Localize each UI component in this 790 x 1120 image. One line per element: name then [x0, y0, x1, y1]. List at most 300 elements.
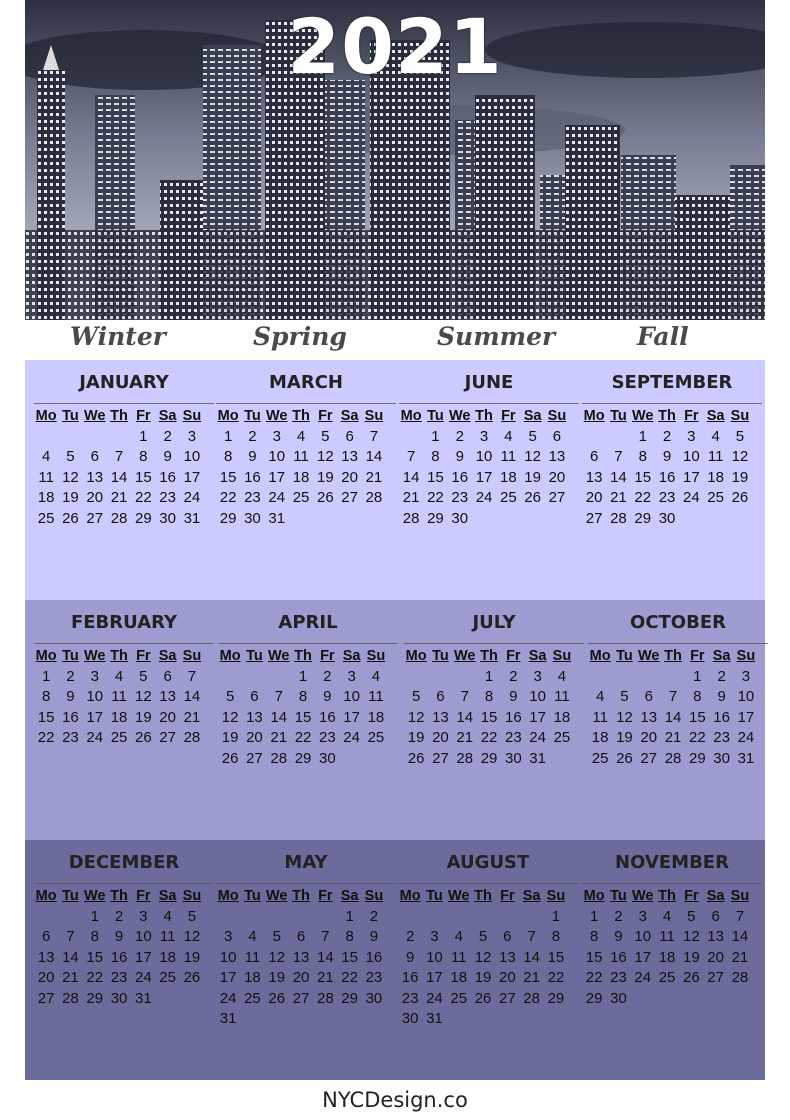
month-divider — [588, 643, 768, 644]
month-march — [216, 372, 396, 529]
day-number: 7 — [527, 928, 536, 946]
day-number: 31 — [219, 1009, 237, 1027]
month-divider — [34, 403, 214, 404]
weekday-label: Mo — [405, 648, 427, 664]
day-number: 2 — [66, 668, 75, 685]
month-divider — [582, 883, 762, 884]
empty-cell — [313, 907, 337, 927]
weekday-label: Th — [294, 648, 312, 664]
day-number: 2 — [509, 668, 518, 685]
day-number: 27 — [432, 749, 449, 767]
day-number: 1 — [139, 428, 148, 445]
day-number: 23 — [110, 969, 128, 987]
weekday-label: Fr — [690, 648, 705, 664]
day-number: 26 — [268, 989, 286, 1007]
day-number: 29 — [547, 989, 565, 1007]
weekday-label: Su — [730, 888, 750, 904]
day-number: 28 — [664, 749, 682, 767]
day-number: 29 — [585, 989, 603, 1007]
day-number: 6 — [503, 928, 512, 946]
day-number: 14 — [456, 708, 474, 726]
weekday-label: Tu — [246, 648, 263, 664]
day-number: 6 — [711, 908, 720, 925]
weekday-label: Mo — [35, 888, 57, 904]
day-number: 17 — [343, 708, 360, 726]
day-grid — [582, 907, 762, 1009]
day-number: 3 — [533, 668, 542, 685]
day-number: 26 — [316, 489, 334, 507]
day-number: 30 — [318, 749, 336, 767]
day-number: 30 — [658, 509, 676, 527]
season-label: Summer — [437, 322, 556, 351]
day-number: 5 — [687, 908, 696, 925]
month-may — [216, 852, 396, 1029]
empty-cell — [661, 667, 685, 687]
day-number: 31 — [183, 509, 201, 527]
empty-cell — [495, 907, 519, 927]
day-number: 18 — [658, 948, 676, 966]
day-number: 25 — [591, 749, 609, 767]
day-number: 17 — [634, 948, 652, 966]
day-number: 27 — [640, 749, 658, 767]
day-number: 19 — [524, 468, 541, 486]
weekday-label: Sa — [522, 888, 541, 904]
day-number: 16 — [62, 708, 79, 726]
day-number: 11 — [368, 688, 384, 706]
day-number: 24 — [219, 989, 237, 1007]
day-number: 18 — [292, 468, 310, 486]
day-number: 29 — [219, 509, 237, 527]
day-number: 17 — [426, 969, 443, 987]
weekday-header — [218, 647, 398, 665]
day-number: 21 — [183, 708, 201, 726]
day-number: 15 — [134, 468, 152, 486]
day-grid — [404, 667, 584, 769]
month-name: JULY — [472, 612, 516, 633]
day-number: 20 — [37, 969, 55, 987]
day-number: 11 — [450, 948, 467, 966]
day-number: 29 — [480, 749, 498, 767]
day-number: 29 — [427, 509, 444, 527]
weekday-label: Tu — [62, 648, 79, 664]
weekday-label: Th — [110, 408, 128, 424]
day-number: 6 — [436, 688, 445, 706]
day-number: 16 — [365, 948, 383, 966]
day-number: 25 — [707, 489, 724, 507]
day-number: 30 — [504, 749, 522, 767]
day-number: 22 — [585, 969, 603, 987]
day-number: 18 — [707, 468, 724, 486]
day-number: 3 — [272, 428, 281, 445]
month-divider — [398, 883, 578, 884]
day-number: 16 — [318, 708, 336, 726]
weekday-label: Fr — [684, 888, 699, 904]
day-number: 14 — [270, 708, 288, 726]
day-number: 28 — [523, 989, 540, 1007]
day-number: 10 — [86, 688, 104, 706]
empty-cell — [453, 667, 477, 687]
day-number: 8 — [345, 928, 354, 946]
day-number: 24 — [737, 729, 755, 747]
day-number: 11 — [111, 688, 127, 706]
empty-cell — [34, 907, 58, 927]
day-number: 21 — [664, 729, 682, 747]
season-labels — [25, 320, 765, 360]
day-number: 30 — [401, 1009, 419, 1027]
day-number: 26 — [134, 729, 152, 747]
day-number: 8 — [223, 448, 233, 466]
day-number: 10 — [475, 448, 493, 466]
weekday-header — [398, 887, 578, 905]
weekday-label: Tu — [244, 408, 261, 424]
weekday-label: Mo — [217, 888, 239, 904]
day-number: 2 — [455, 428, 464, 445]
day-number: 28 — [316, 989, 334, 1007]
day-number: 12 — [183, 928, 201, 946]
month-divider — [218, 643, 398, 644]
day-number: 3 — [139, 908, 148, 925]
day-number: 14 — [365, 448, 383, 466]
month-name: APRIL — [278, 612, 338, 633]
day-number: 18 — [499, 468, 517, 486]
empty-cell — [289, 907, 313, 927]
day-number: 9 — [405, 948, 415, 966]
day-number: 24 — [86, 729, 104, 747]
day-number: 1 — [551, 908, 561, 925]
empty-cell — [606, 427, 630, 447]
day-number: 27 — [341, 489, 358, 507]
day-number: 26 — [407, 749, 425, 767]
day-number: 27 — [548, 489, 566, 507]
day-number: 22 — [634, 489, 652, 507]
month-divider — [216, 403, 396, 404]
day-number: 6 — [90, 448, 99, 466]
day-number: 20 — [498, 969, 516, 987]
day-number: 17 — [86, 708, 104, 726]
weekday-label: We — [83, 408, 106, 424]
day-number: 20 — [432, 729, 449, 747]
day-number: 3 — [223, 928, 233, 946]
day-number: 12 — [474, 948, 492, 966]
weekday-label: Su — [182, 888, 202, 904]
weekday-label: Fr — [320, 648, 335, 664]
weekday-label: Tu — [244, 888, 261, 904]
day-number: 21 — [110, 489, 128, 507]
day-number: 22 — [37, 729, 55, 747]
day-number: 15 — [341, 948, 358, 966]
day-number: 13 — [707, 928, 724, 946]
day-number: 8 — [638, 448, 647, 466]
day-number: 3 — [741, 668, 751, 685]
month-name: AUGUST — [446, 852, 530, 873]
day-number: 18 — [367, 708, 385, 726]
day-number: 26 — [221, 749, 239, 767]
day-number: 22 — [480, 729, 498, 747]
day-number: 12 — [616, 708, 633, 726]
day-number: 28 — [731, 969, 749, 987]
day-number: 3 — [479, 428, 489, 445]
day-number: 28 — [402, 509, 420, 527]
weekday-label: Su — [730, 408, 750, 424]
empty-cell — [83, 427, 107, 447]
weekday-label: Tu — [616, 648, 633, 664]
day-number: 19 — [221, 729, 239, 747]
day-number: 23 — [658, 489, 676, 507]
day-number: 25 — [37, 509, 55, 527]
day-number: 2 — [248, 428, 257, 445]
day-number: 29 — [634, 509, 652, 527]
day-number: 16 — [244, 468, 261, 486]
day-number: 5 — [187, 908, 197, 925]
weekday-label: Fr — [318, 888, 333, 904]
weekday-label: Fr — [501, 408, 516, 424]
day-number: 5 — [321, 428, 330, 445]
day-number: 22 — [219, 489, 237, 507]
day-number: 3 — [187, 428, 197, 445]
day-number: 7 — [187, 668, 197, 685]
day-number: 12 — [62, 468, 79, 486]
day-number: 4 — [711, 428, 720, 445]
weekday-header — [216, 407, 396, 425]
day-number: 14 — [402, 468, 420, 486]
day-grid — [398, 907, 578, 1029]
day-number: 8 — [41, 688, 51, 706]
weekday-label: Fr — [318, 408, 333, 424]
footer-credit: NYCDesign.co — [322, 1088, 468, 1112]
day-number: 29 — [294, 749, 312, 767]
day-number: 1 — [41, 668, 51, 685]
day-number: 5 — [272, 928, 281, 946]
empty-cell — [404, 667, 428, 687]
day-number: 2 — [717, 668, 726, 685]
day-number: 4 — [504, 428, 513, 445]
day-number: 23 — [610, 969, 627, 987]
day-number: 15 — [688, 708, 706, 726]
weekday-label: We — [267, 648, 290, 664]
day-number: 1 — [90, 908, 99, 925]
day-number: 26 — [183, 969, 201, 987]
day-number: 9 — [614, 928, 623, 946]
weekday-label: Sa — [523, 408, 542, 424]
day-number: 17 — [529, 708, 546, 726]
day-number: 22 — [134, 489, 152, 507]
month-divider — [34, 883, 214, 884]
day-number: 25 — [110, 729, 128, 747]
day-number: 18 — [159, 948, 176, 966]
day-number: 23 — [365, 969, 383, 987]
month-september — [582, 372, 762, 529]
day-number: 6 — [552, 428, 562, 445]
day-number: 10 — [343, 688, 360, 706]
weekday-label: Fr — [136, 648, 151, 664]
day-number: 21 — [731, 948, 749, 966]
weekday-label: Sa — [158, 648, 177, 664]
day-number: 5 — [620, 688, 629, 706]
day-number: 6 — [296, 928, 306, 946]
month-august — [398, 852, 578, 1029]
day-number: 4 — [371, 668, 381, 685]
day-number: 4 — [248, 928, 257, 946]
weekday-label: Mo — [589, 648, 611, 664]
day-number: 1 — [589, 908, 599, 925]
weekday-label: We — [448, 408, 471, 424]
month-april — [218, 612, 398, 769]
day-number: 18 — [553, 708, 571, 726]
weekday-label: Sa — [340, 888, 359, 904]
weekday-label: Mo — [583, 888, 605, 904]
weekday-label: Fr — [136, 408, 151, 424]
day-number: 30 — [365, 989, 383, 1007]
day-number: 23 — [401, 989, 419, 1007]
day-number: 7 — [66, 928, 75, 946]
day-number: 18 — [110, 708, 128, 726]
day-number: 28 — [110, 509, 128, 527]
season-label: Spring — [253, 322, 347, 351]
month-name: MAY — [284, 852, 328, 873]
day-number: 9 — [662, 448, 672, 466]
day-number: 10 — [134, 928, 152, 946]
day-number: 21 — [402, 489, 420, 507]
day-number: 4 — [595, 688, 605, 706]
day-number: 23 — [159, 489, 176, 507]
day-number: 20 — [292, 969, 310, 987]
day-number: 22 — [294, 729, 312, 747]
day-number: 14 — [62, 948, 79, 966]
day-number: 5 — [528, 428, 537, 445]
day-number: 26 — [62, 509, 79, 527]
empty-cell — [612, 667, 636, 687]
day-number: 14 — [110, 468, 128, 486]
weekday-label: Sa — [158, 888, 177, 904]
weekday-label: Tu — [62, 888, 79, 904]
day-number: 28 — [610, 509, 627, 527]
day-number: 28 — [270, 749, 288, 767]
day-number: 16 — [159, 468, 176, 486]
weekday-label: Th — [658, 888, 676, 904]
weekday-label: Fr — [500, 888, 515, 904]
day-number: 26 — [616, 749, 633, 767]
month-name: FEBRUARY — [70, 612, 178, 633]
day-number: 16 — [658, 468, 676, 486]
weekday-label: Su — [364, 408, 384, 424]
weekday-header — [34, 407, 214, 425]
day-number: 24 — [475, 489, 493, 507]
day-number: 7 — [321, 928, 330, 946]
day-number: 6 — [163, 668, 172, 685]
empty-cell — [447, 907, 471, 927]
day-number: 7 — [614, 448, 623, 466]
day-number: 12 — [682, 928, 700, 946]
day-number: 11 — [500, 448, 517, 466]
month-name: MARCH — [269, 372, 343, 393]
day-number: 21 — [365, 468, 383, 486]
day-number: 21 — [270, 729, 288, 747]
day-number: 1 — [298, 668, 308, 685]
day-number: 27 — [37, 989, 55, 1007]
weekday-label: Mo — [399, 888, 421, 904]
day-number: 1 — [638, 428, 647, 445]
day-number: 2 — [163, 428, 172, 445]
weekday-label: Th — [658, 408, 676, 424]
empty-cell — [34, 427, 58, 447]
empty-cell — [218, 667, 242, 687]
day-number: 1 — [431, 428, 440, 445]
day-number: 19 — [474, 969, 492, 987]
day-number: 6 — [250, 688, 259, 706]
day-number: 3 — [430, 928, 439, 946]
day-number: 6 — [644, 688, 653, 706]
day-number: 5 — [735, 428, 745, 445]
day-number: 30 — [244, 509, 261, 527]
day-grid — [218, 667, 398, 769]
day-number: 20 — [640, 729, 658, 747]
day-number: 24 — [529, 729, 546, 747]
empty-cell — [265, 907, 289, 927]
day-number: 24 — [634, 969, 652, 987]
day-number: 7 — [406, 448, 416, 466]
day-number: 5 — [478, 928, 488, 946]
day-number: 1 — [484, 668, 494, 685]
season-label: Fall — [637, 322, 689, 351]
day-number: 8 — [693, 688, 702, 706]
day-number: 26 — [731, 489, 749, 507]
empty-cell — [216, 907, 240, 927]
day-number: 27 — [292, 989, 310, 1007]
weekday-header — [404, 647, 584, 665]
day-number: 27 — [585, 509, 603, 527]
weekday-label: Su — [366, 648, 386, 664]
day-number: 11 — [38, 468, 54, 486]
day-number: 25 — [244, 989, 261, 1007]
empty-cell — [398, 907, 422, 927]
day-number: 15 — [480, 708, 498, 726]
day-number: 23 — [713, 729, 730, 747]
day-number: 24 — [183, 489, 201, 507]
day-number: 2 — [114, 908, 124, 925]
day-number: 31 — [737, 749, 755, 767]
day-number: 9 — [717, 688, 726, 706]
month-divider — [399, 403, 579, 404]
weekday-label: We — [453, 648, 476, 664]
day-number: 4 — [557, 668, 567, 685]
day-number: 9 — [66, 688, 75, 706]
weekday-label: Th — [292, 888, 310, 904]
day-number: 29 — [688, 749, 706, 767]
day-number: 23 — [244, 489, 261, 507]
day-number: 22 — [427, 489, 444, 507]
empty-cell — [399, 427, 423, 447]
empty-cell — [519, 907, 543, 927]
day-number: 12 — [407, 708, 425, 726]
empty-cell — [582, 427, 606, 447]
day-number: 9 — [323, 688, 332, 706]
empty-cell — [471, 907, 495, 927]
day-number: 2 — [662, 428, 672, 445]
empty-cell — [242, 667, 266, 687]
day-number: 11 — [592, 708, 608, 726]
weekday-header — [399, 407, 579, 425]
day-number: 12 — [524, 448, 541, 466]
weekday-label: Sa — [706, 408, 725, 424]
day-number: 13 — [640, 708, 658, 726]
day-number: 30 — [110, 989, 128, 1007]
weekday-label: Tu — [426, 888, 443, 904]
empty-cell — [588, 667, 612, 687]
day-number: 17 — [134, 948, 152, 966]
day-number: 24 — [134, 969, 152, 987]
day-number: 1 — [345, 908, 354, 925]
day-number: 12 — [221, 708, 239, 726]
